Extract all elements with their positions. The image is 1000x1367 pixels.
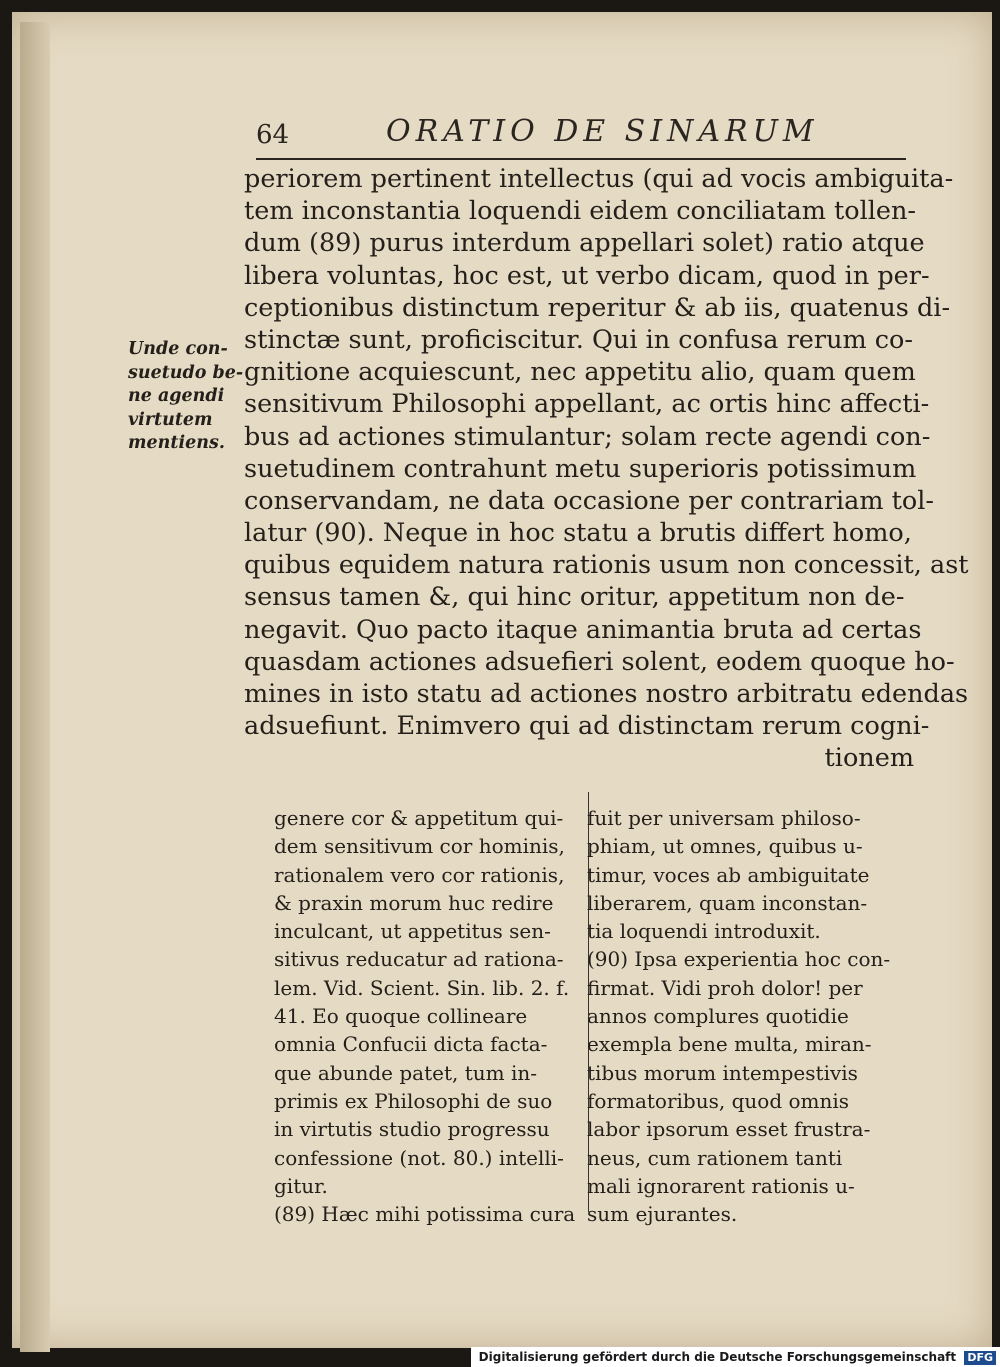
- catchword: tionem: [824, 743, 914, 774]
- text-line: dum (89) purus interdum appellari solet) ratio atque: [244, 228, 925, 259]
- footnote-line: fuit per universam philoso-: [587, 806, 861, 830]
- text-line: gnitione acquiescunt, nec appetitu alio, quam quem: [244, 357, 916, 388]
- footnote-line: formatoribus, quod omnis: [587, 1088, 850, 1113]
- text-line: adsuefiunt. Enimvero qui ad distinctam rerum cogni-: [244, 711, 930, 742]
- footnote-line: neus, cum rationem tanti: [587, 1145, 843, 1170]
- text-line: quasdam actiones adsuefieri solent, eodem quoque ho-: [244, 646, 955, 677]
- text-line: quibus equidem natura rationis usum non concessit, ast: [244, 550, 969, 581]
- footnote-line: (90) Ipsa experientia hoc con-: [587, 947, 891, 972]
- page-number: 64: [256, 120, 290, 150]
- text-line: libera voluntas, hoc est, ut verbo dicam, quod in per-: [244, 260, 930, 291]
- footnote-line: & praxin morum huc redire: [274, 890, 554, 915]
- footnote-line: (89) Hæc mihi potissima cura: [274, 1202, 576, 1227]
- text-line: bus ad actiones stimulantur; solam recte agendi con-: [244, 421, 931, 452]
- text-line: conservandam, ne data occasione per contrariam tol-: [244, 485, 935, 516]
- footnotes: [242, 780, 922, 1240]
- footnote-line: inculcant, ut appetitus sen-: [274, 919, 551, 944]
- footnote-line: mali ignorarent rationis u-: [587, 1173, 855, 1198]
- footnote-line: primis ex Philosophi de suo: [274, 1088, 553, 1113]
- dfg-logo: DFG: [964, 1351, 996, 1365]
- text-line: sensus tamen &, qui hinc oritur, appetitum non de-: [244, 582, 905, 613]
- main-text: [244, 163, 969, 775]
- margin-note-line: ne agendi: [128, 386, 225, 406]
- text-line: periorem pertinent intellectus (qui ad vocis ambiguita-: [244, 164, 954, 194]
- footnote-column-left: [274, 804, 582, 1228]
- text-line: latur (90). Neque in hoc statu a brutis differt homo,: [244, 518, 912, 549]
- digitization-credit: [471, 1347, 1000, 1367]
- footnote-line: tia loquendi introduxit.: [587, 919, 821, 944]
- text-line: negavit. Quo pacto itaque animantia bruta ad certas: [244, 614, 922, 645]
- footnote-line: 41. Eo quoque collineare: [274, 1004, 528, 1029]
- credit-text: Digitalisierung gefördert durch die Deutsche Forschungsgemeinschaft: [478, 1350, 957, 1364]
- footnote-line: exempla bene multa, miran-: [587, 1032, 872, 1057]
- footnote-line: que abunde patet, tum in-: [274, 1060, 537, 1085]
- footnote-line: omnia Confucii dicta facta-: [274, 1032, 548, 1057]
- footnote-line: liberarem, quam inconstan-: [587, 890, 868, 915]
- footnote-line: sitivus reducatur ad rationa-: [274, 947, 564, 972]
- footnote-line: gitur.: [274, 1173, 328, 1198]
- footnote-line: annos complures quotidie: [587, 1004, 849, 1029]
- footnote-line: labor ipsorum esset frustra-: [587, 1117, 871, 1142]
- footnote-column-right: [587, 804, 917, 1228]
- margin-note-line: virtutem: [128, 409, 213, 430]
- footnote-line: phiam, ut omnes, quibus u-: [587, 834, 863, 859]
- footnote-line: sum ejurantes.: [587, 1202, 738, 1227]
- footnote-line: lem. Vid. Scient. Sin. lib. 2. f.: [274, 975, 570, 1000]
- footnote-line: genere cor & appetitum qui-: [274, 806, 564, 830]
- margin-note-line: suetudo be-: [128, 362, 244, 383]
- footnote-line: timur, voces ab ambiguitate: [587, 862, 870, 887]
- footnote-line: rationalem vero cor rationis,: [274, 862, 565, 887]
- margin-note: [128, 338, 244, 456]
- text-line: stinctæ sunt, proficiscitur. Qui in confusa rerum co-: [244, 324, 914, 355]
- footnote-line: in virtutis studio progressu: [274, 1117, 550, 1142]
- text-line: suetudinem contrahunt metu superioris potissimum: [244, 453, 917, 484]
- margin-note-line: mentiens.: [128, 433, 225, 453]
- text-line: tem inconstantia loquendi eidem conciliatam tollen-: [244, 196, 917, 227]
- running-title: ORATIO DE SINARUM: [386, 114, 819, 149]
- text-line: ceptionibus distinctum reperitur & ab iis, quatenus di-: [244, 292, 951, 323]
- page-edge: [20, 22, 50, 1352]
- margin-note-line: Unde con-: [128, 339, 228, 359]
- footnote-line: confessione (not. 80.) intelli-: [274, 1145, 564, 1170]
- text-line: mines in isto statu ad actiones nostro arbitratu edendas: [244, 679, 969, 709]
- footnote-line: dem sensitivum cor hominis,: [274, 834, 565, 859]
- footnote-line: firmat. Vidi proh dolor! per: [587, 975, 863, 1000]
- footnote-line: tibus morum intempestivis: [587, 1060, 858, 1085]
- page-header: [256, 110, 906, 160]
- text-line: sensitivum Philosophi appellant, ac ortis hinc affecti-: [244, 389, 930, 420]
